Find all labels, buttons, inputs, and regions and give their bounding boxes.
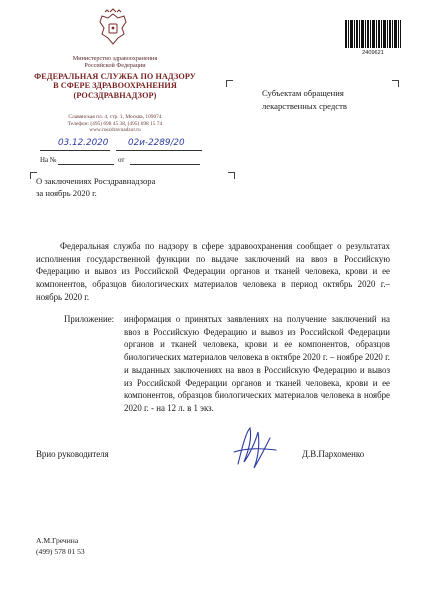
- addressee-line-2: лекарственных средств: [262, 101, 347, 111]
- address-line-1: Славянская пл. 4, стр. 1, Москва, 109074: [68, 114, 162, 120]
- ot-underline: [130, 164, 200, 165]
- na-underline: [58, 164, 114, 165]
- service-line-3: (РОСЗДРАВНАДЗОР): [73, 90, 157, 100]
- address-line-2: Телефон: (495) 698 45 38, (495) 698 15 74: [67, 120, 163, 127]
- coat-of-arms-emblem-icon: [92, 8, 134, 50]
- handwritten-date: 03.12.2020: [58, 138, 109, 148]
- service-line-1: ФЕДЕРАЛЬНАЯ СЛУЖБА ПО НАДЗОРУ: [34, 72, 196, 81]
- addressee-corner-tr: [392, 80, 399, 87]
- executor-phone: (499) 578 01 53: [36, 546, 85, 556]
- subject-line-1: О заключениях Росздравнадзора: [36, 176, 156, 186]
- subject-block: [36, 176, 246, 200]
- reference-row: [40, 156, 57, 164]
- body-paragraph: Федеральная служба по надзору в сфере здравоохранения сообщает о результатах исполнения государственной функции по выдаче заключений на ввоз в Российскую Федерацию и вывоз из Российской Федерации органов и тканей человека, крови и ее компонентов, образцов биологических материалов человека в период октябрь 2020 г.– ноябрь 2020 г.: [36, 241, 390, 302]
- na-label: На №: [40, 156, 57, 164]
- barcode-number: 2409621: [362, 50, 384, 56]
- attachment-text: информация о принятых заявлениях на получение заключений на ввоз в Российскую Федерацию и вывоз из Российской Федерации органов и тканей человека, крови и ее компонентов, образцов биологических материалов человека в октябре 2020 г. – ноябре 2020 г. и выданных заключениях на ввоз в Российскую Федерацию и вывоз из Российской Федерации органов и тканей человека, крови и ее компонентов, образцов биологических материалов человека в ноябре 2020 г. - на 12 л. в 1 экз.: [124, 314, 390, 413]
- ot-label: от: [118, 156, 125, 164]
- executor-block: [36, 536, 85, 557]
- addressee-block: [262, 87, 402, 113]
- addressee-line-1: Субъектам обращения: [262, 88, 344, 98]
- service-address: [20, 114, 210, 134]
- ministry-line-2: Российской Федерации: [84, 62, 146, 70]
- barcode-icon: [345, 20, 401, 48]
- ministry-name: [20, 55, 210, 69]
- signatory-name: Д.В.Пархоменко: [302, 449, 365, 459]
- handwritten-number: 02и-2289/20: [128, 138, 185, 148]
- service-line-2: В СФЕРЕ ЗДРАВООХРАНЕНИЯ: [53, 81, 177, 91]
- number-underline: [116, 150, 202, 151]
- signatory-title: Врио руководителя: [36, 449, 109, 459]
- subject-line-2: за ноябрь 2020 г.: [36, 187, 97, 198]
- attachment-label: Приложение:: [64, 314, 115, 324]
- service-name: [20, 72, 210, 100]
- addressee-corner-tl: [226, 80, 233, 87]
- executor-name: А.М.Гречина: [36, 536, 79, 545]
- address-line-3: www.roszdravnadzor.ru: [89, 127, 141, 134]
- ministry-line-1: Министерство здравоохранения: [72, 55, 158, 62]
- handwritten-signature-icon: [224, 418, 284, 478]
- date-underline: [40, 150, 110, 151]
